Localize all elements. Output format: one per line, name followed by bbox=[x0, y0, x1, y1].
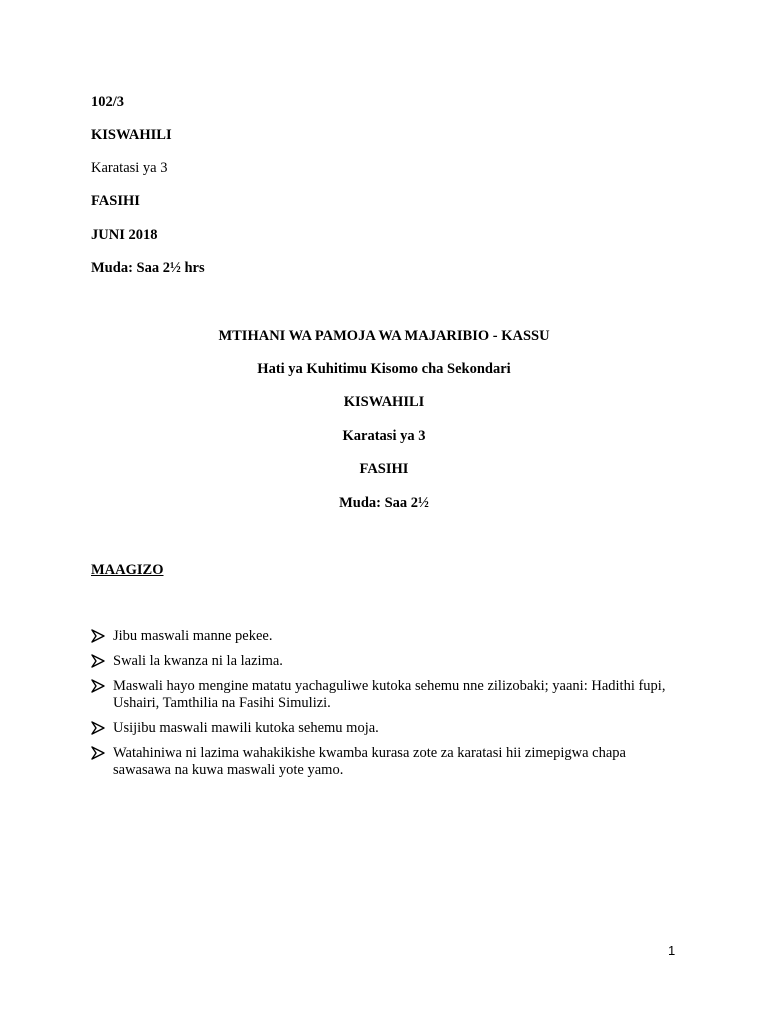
paper-label: Karatasi ya 3 bbox=[91, 160, 168, 176]
exam-title: MTIHANI WA PAMOJA WA MAJARIBIO - KASSU bbox=[218, 328, 550, 344]
instruction-text: Jibu maswali manne pekee. bbox=[113, 628, 273, 644]
exam-date: JUNI 2018 bbox=[91, 227, 158, 243]
instruction-item bbox=[91, 628, 677, 645]
instruction-item bbox=[91, 678, 677, 712]
instruction-item bbox=[91, 720, 677, 737]
subject-label: KISWAHILI bbox=[91, 127, 172, 143]
arrowhead-bullet-icon bbox=[91, 679, 105, 693]
duration-label: Muda: Saa 2½ hrs bbox=[91, 260, 205, 276]
centered-paper: Karatasi ya 3 bbox=[342, 428, 426, 444]
page-number: 1 bbox=[668, 943, 676, 958]
instructions-heading: MAAGIZO bbox=[91, 562, 164, 578]
topic-label: FASIHI bbox=[91, 193, 140, 209]
centered-subject: KISWAHILI bbox=[343, 394, 425, 410]
arrowhead-bullet-icon bbox=[91, 746, 105, 760]
arrowhead-bullet-icon bbox=[91, 654, 105, 668]
instruction-item bbox=[91, 745, 677, 779]
centered-topic: FASIHI bbox=[359, 461, 409, 477]
arrowhead-bullet-icon bbox=[91, 629, 105, 643]
paper-code: 102/3 bbox=[91, 94, 125, 110]
instruction-text: Maswali hayo mengine matatu yachaguliwe kutoka sehemu nne zilizobaki; yaani: Hadithi fupi, Ushairi, Tamthilia na Fasihi Simulizi. bbox=[113, 678, 666, 711]
certificate-title: Hati ya Kuhitimu Kisomo cha Sekondari bbox=[257, 361, 511, 377]
centered-duration: Muda: Saa 2½ bbox=[339, 495, 429, 511]
instruction-text: Watahiniwa ni lazima wahakikishe kwamba kurasa zote za karatasi hii zimepigwa chapa sawasawa na kuwa maswali yote yamo. bbox=[113, 745, 626, 778]
instruction-text: Swali la kwanza ni la lazima. bbox=[113, 653, 283, 669]
instruction-text: Usijibu maswali mawili kutoka sehemu moja. bbox=[113, 720, 379, 736]
instructions-list bbox=[91, 628, 677, 787]
instruction-item bbox=[91, 653, 677, 670]
arrowhead-bullet-icon bbox=[91, 721, 105, 735]
